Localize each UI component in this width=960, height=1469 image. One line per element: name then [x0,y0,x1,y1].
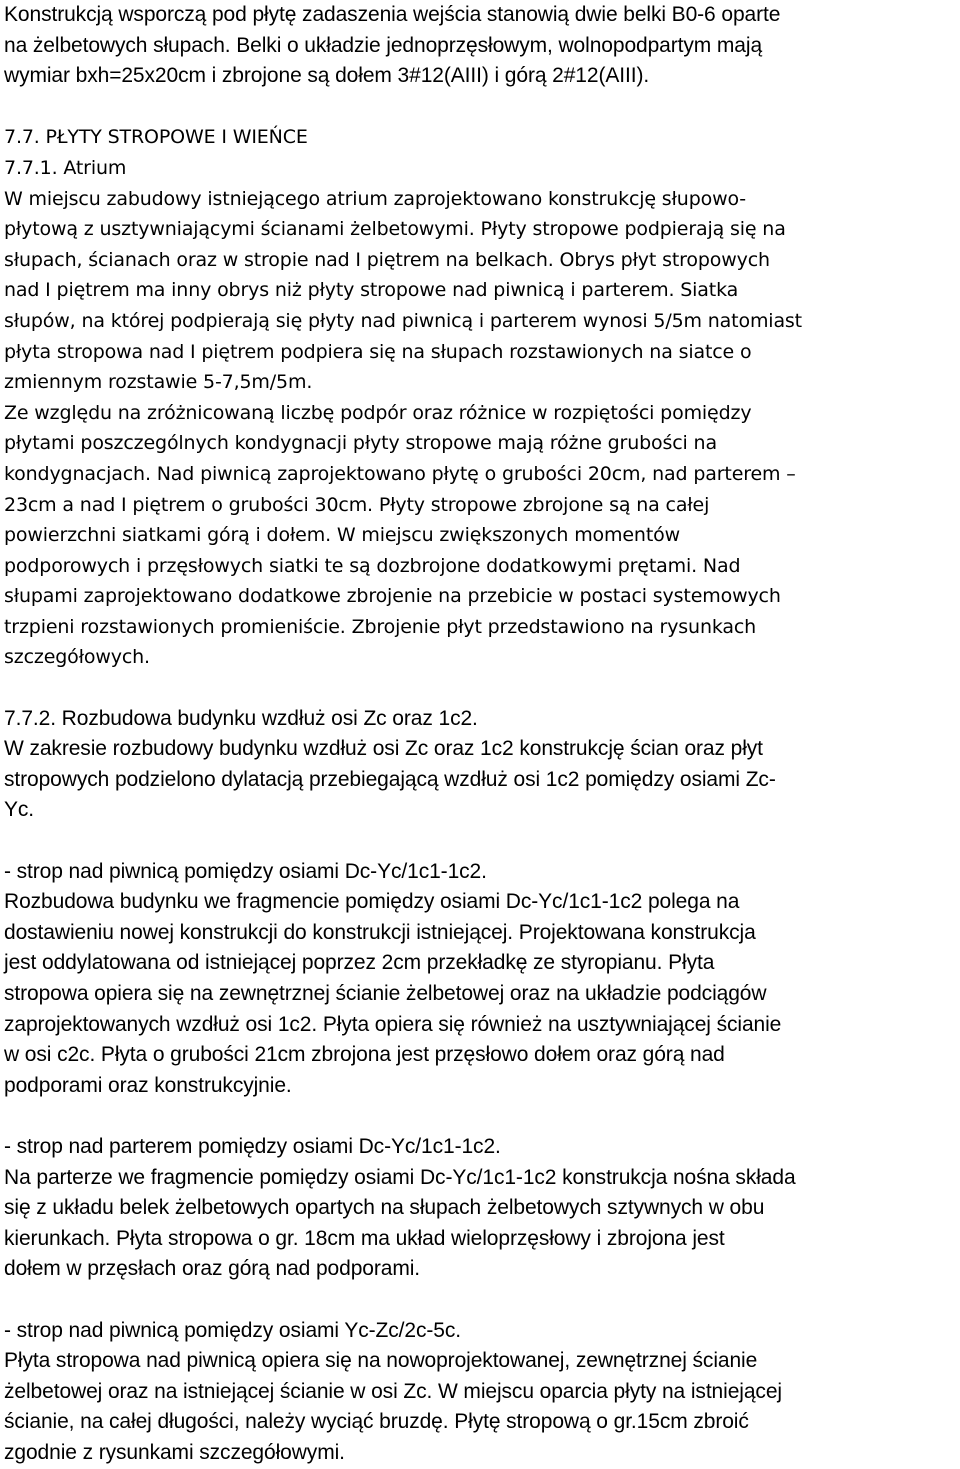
section-heading [4,122,958,183]
subsection-title: 7.7.1. Atrium [4,156,127,179]
paragraph-line: zaprojektowanych wzdłuż osi 1c2. Płyta opiera się również na usztywniającej ścianie [4,1012,782,1036]
paragraph-line: żelbetowej oraz na istniejącej ścianie w osi Zc. W miejscu oparcia płyty na istniejącej [4,1379,782,1403]
paragraph-line: W miejscu zabudowy istniejącego atrium zaprojektowano konstrukcję słupowo- [4,187,747,210]
document-page [4,0,958,1469]
paragraph-line: 23cm a nad I piętrem o grubości 30cm. Płyty stropowe zbrojone są na całej [4,493,710,516]
paragraph-line: słupów, na której podpierają się płyty nad piwnicą i parterem wynosi 5/5m natomiast [4,309,802,332]
intro-paragraph [4,0,958,92]
paragraph-line: słupach, ścianach oraz w stropie nad I piętrem na belkach. Obrys płyt stropowych [4,248,770,271]
paragraph-line: dostawieniu nowej konstrukcji do konstrukcji istniejącej. Projektowana konstrukcja [4,920,756,944]
paragraph-line: W zakresie rozbudowy budynku wzdłuż osi Zc oraz 1c2 konstrukcję ścian oraz płyt [4,737,763,761]
strop-parter-section [4,1132,958,1285]
paragraph-heading: - strop nad parterem pomiędzy osiami Dc-Yc/1c1-1c2. [4,1134,501,1158]
strop-piwnica-1-section [4,857,958,1102]
spacer [4,826,958,857]
strop-piwnica-2-section [4,1316,958,1469]
subsection-title: 7.7.2. Rozbudowa budynku wzdłuż osi Zc oraz 1c2. [4,706,478,730]
spacer [4,673,958,704]
atrium-paragraph [4,184,958,674]
paragraph-line: podporami oraz konstrukcyjnie. [4,1073,292,1097]
paragraph-line: szczegółowych. [4,646,150,669]
paragraph-line: słupami zaprojektowano dodatkowe zbrojenie na przebicie w postaci systemowych [4,585,781,608]
paragraph-line: powierzchni siatkami górą i dołem. W miejscu zwiększonych momentów [4,524,680,547]
paragraph-line: zmiennym rozstawie 5-7,5m/5m. [4,371,313,394]
paragraph-line: Na parterze we fragmencie pomiędzy osiami Dc-Yc/1c1-1c2 konstrukcja nośna składa [4,1165,796,1189]
paragraph-line: Ze względu na zróżnicowaną liczbę podpór oraz różnice w rozpiętości pomiędzy [4,401,752,424]
intro-line: na żelbetowych słupach. Belki o układzie jednoprzęsłowym, wolnopodpartym mają [4,33,763,57]
paragraph-line: trzpieni rozstawionych promieniście. Zbrojenie płyt przedstawiono na rysunkach [4,615,757,638]
paragraph-heading: - strop nad piwnicą pomiędzy osiami Yc-Zc/2c-5c. [4,1318,461,1342]
intro-line: wymiar bxh=25x20cm i zbrojone są dołem 3#12(AIII) i górą 2#12(AIII). [4,64,650,88]
paragraph-line: zgodnie z rysunkami szczegółowymi. [4,1440,345,1464]
paragraph-line: Płyta stropowa nad piwnicą opiera się na nowoprojektowanej, zewnętrznej ścianie [4,1349,758,1373]
paragraph-line: się z układu belek żelbetowych opartych na słupach żelbetowych sztywnych w obu [4,1196,765,1220]
paragraph-line: dołem w przęsłach oraz górą nad podporami. [4,1257,421,1281]
paragraph-line: płytową z usztywniającymi ścianami żelbetowymi. Płyty stropowe podpierają się na [4,218,786,241]
paragraph-line: płyta stropowa nad I piętrem podpiera się na słupach rozstawionych na siatce o [4,340,752,363]
paragraph-line: Rozbudowa budynku we fragmencie pomiędzy osiami Dc-Yc/1c1-1c2 polega na [4,890,740,914]
paragraph-line: w osi c2c. Płyta o grubości 21cm zbrojona jest przęsłowo dołem oraz górą nad [4,1043,725,1067]
spacer [4,1285,958,1316]
paragraph-line: płytami poszczególnych kondygnacji płyty stropowe mają różne grubości na [4,432,717,455]
paragraph-line: nad I piętrem ma inny obrys niż płyty stropowe nad piwnicą i parterem. Siatka [4,279,739,302]
paragraph-line: jest oddylatowana od istniejącej poprzez 2cm przekładkę ze styropianu. Płyta [4,951,715,975]
paragraph-line: stropowa opiera się na zewnętrznej ścianie żelbetowej oraz na układzie podciągów [4,982,767,1005]
paragraph-line: kondygnacjach. Nad piwnicą zaprojektowano płytę o grubości 20cm, nad parterem – [4,462,796,485]
intro-line: Konstrukcją wsporczą pod płytę zadaszenia wejścia stanowią dwie belki B0-6 oparte [4,3,781,26]
paragraph-line: podporowych i przęsłowych siatki te są dozbrojone dodatkowymi prętami. Nad [4,554,741,577]
rozbudowa-section [4,704,958,826]
paragraph-line: kierunkach. Płyta stropowa o gr. 18cm ma układ wieloprzęsłowy i zbrojona jest [4,1226,725,1250]
paragraph-line: ścianie, na całej długości, należy wyciąć bruzdę. Płytę stropową o gr.15cm zbroić [4,1410,749,1434]
spacer [4,1101,958,1132]
paragraph-line: stropowych podzielono dylatacją przebiegającą wzdłuż osi 1c2 pomiędzy osiami Zc- [4,767,776,791]
paragraph-heading: - strop nad piwnicą pomiędzy osiami Dc-Yc/1c1-1c2. [4,859,487,883]
spacer [4,92,958,123]
paragraph-line: Yc. [4,798,35,822]
section-title: 7.7. PŁYTY STROPOWE I WIEŃCE [4,126,308,149]
